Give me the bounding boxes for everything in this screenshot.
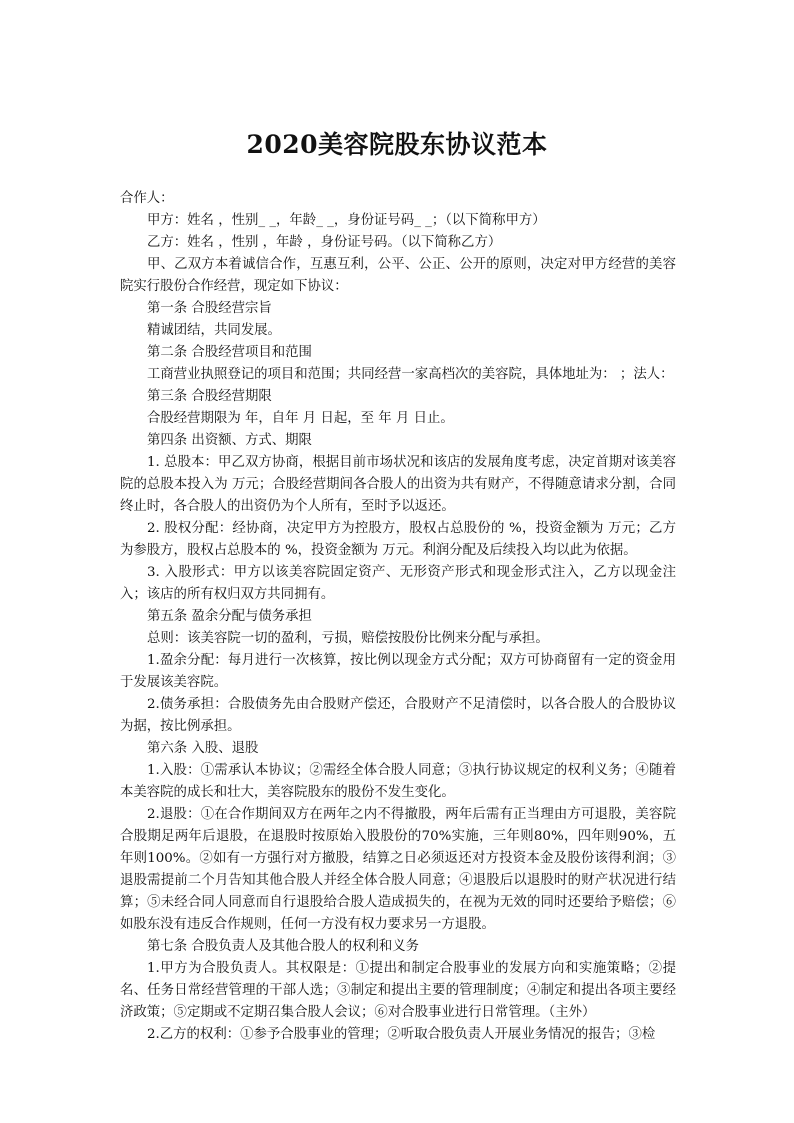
article-7-heading: 第七条 合股负责人及其他合股人的权利和义务 (147, 939, 420, 954)
article-2-body: 工商营业执照登记的项目和范围；共同经营一家高档次的美容院，具体地址为： ；法人： (147, 367, 674, 382)
article-6-item-1: 1.入股：①需承认本协议；②需经全体合股人同意；③执行协议规定的权利义务；④随着本美容院的成长和壮大，美容院股东的股份不发生变化。 (120, 763, 676, 800)
article-7-item-2: 2.乙方的权利：①参予合股事业的管理；②听取合股负责人开展业务情况的报告；③检 (147, 1027, 656, 1042)
article-6-item-2: 2.退股：①在合作期间双方在两年之内不得撤股，两年后需有正当理由方可退股，美容院合股期足两年后退股，在退股时按原始入股股份的70%实施，三年则80%，四年则90%，五年则100%。②如有一方强行对方撤股，结算之日必须返还对方投资本金及股份该得利润；③退股需提前二个月告知其他合股人并经全体合股人同意；④退股后以退股时的财产状况进行结算；⑤未经合同人同意而自行退股给合股人造成损失的，在视为无效的同时还要给予赔偿；⑥如股东没有违反合作规则，任何一方没有权力要求另一方退股。 (120, 807, 676, 932)
article-3-heading: 第三条 合股经营期限 (147, 389, 272, 404)
article-4-item-2: 2. 股权分配：经协商，决定甲方为控股方，股权占总股份的 %，投资金额为 万元；乙方为参股方，股权占总股本的 %，投资金额为 万元。利润分配及后续投入均以此为依据。 (120, 521, 676, 558)
paragraph-preamble: 甲、乙双方本着诚信合作，互惠互利，公平、公正、公开的原则，决定对甲方经营的美容院实行股份合作经营，现定如下协议： (120, 257, 676, 294)
article-5-general: 总则：该美容院一切的盈利，亏损，赔偿按股份比例来分配与承担。 (147, 631, 549, 646)
article-3-body: 合股经营期限为 年，自年 月 日起，至 年 月 日止。 (147, 411, 454, 426)
paragraph-party-b: 乙方：姓名 ，性别 ，年龄 ，身份证号码。（以下简称乙方） (147, 235, 502, 250)
paragraph-party-a: 甲方：姓名 ，性别_ _，年龄_ _，身份证号码_ _；（以下简称甲方） (147, 213, 546, 228)
article-4-item-3: 3. 入股形式：甲方以该美容院固定资产、无形资产形式和现金形式注入，乙方以现金注入；该店的所有权归双方共同拥有。 (120, 565, 676, 602)
article-4-heading: 第四条 出资额、方式、期限 (147, 433, 312, 448)
article-1-body: 精诚团结，共同发展。 (147, 323, 281, 338)
article-6-heading: 第六条 入股、退股 (147, 741, 259, 756)
article-1-heading: 第一条 合股经营宗旨 (147, 301, 272, 316)
article-2-heading: 第二条 合股经营项目和范围 (147, 345, 312, 360)
paragraph-partners-heading: 合作人： (120, 191, 174, 206)
article-7-item-1: 1.甲方为合股负责人。其权限是：①提出和制定合股事业的发展方向和实施策略；②提名、任务日常经营管理的干部人选；③制定和提出主要的管理制度；④制定和提出各项主要经济政策；⑤定期或不定期召集合股人会议；⑥对合股事业进行日常管理。（主外） (120, 961, 676, 1020)
article-5-heading: 第五条 盈余分配与债务承担 (147, 609, 312, 624)
article-4-item-1: 1. 总股本：甲乙双方协商，根据目前市场状况和该店的发展角度考虑，决定首期对该美容院的总股本投入为 万元；合股经营期间各合股人的出资为共有财产，不得随意请求分割，合同终止时，各合股人的出资仍为个人所有，至时予以返还。 (120, 455, 676, 514)
document-title: 2020美容院股东协议范本 (246, 130, 548, 159)
document-body (120, 188, 676, 1046)
article-5-item-2: 2.债务承担：合股债务先由合股财产偿还，合股财产不足清偿时，以各合股人的合股协议为据，按比例承担。 (120, 697, 676, 734)
article-5-item-1: 1.盈余分配：每月进行一次核算，按比例以现金方式分配；双方可协商留有一定的资金用于发展该美容院。 (120, 653, 676, 690)
